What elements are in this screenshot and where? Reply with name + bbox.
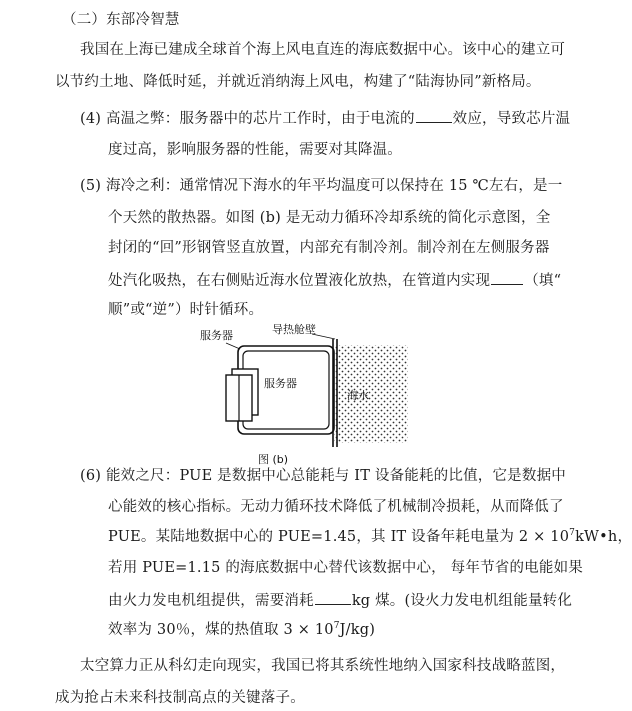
question-6-line-2: 心能效的核心指标。无动力循环技术降低了机械制冷损耗，从而降低了 xyxy=(108,499,564,515)
outro-line-2: 成为抢占未来科技制高点的关键落子。 xyxy=(55,690,305,706)
question-5-line-5: 顺”或“逆”）时针循环。 xyxy=(108,302,264,318)
question-6-line-6 xyxy=(108,620,375,640)
q6-answer-blank[interactable] xyxy=(315,590,351,605)
cooling-system-diagram xyxy=(200,325,440,465)
q6-line6-exponent: 7 xyxy=(333,621,340,632)
q4-text-a: (4) 高温之弊：服务器中的芯片工作时，由于电流的 xyxy=(80,111,415,127)
q6-line5-b: kg 煤。(设火力发电机组能量转化 xyxy=(351,593,573,609)
question-6-line-3 xyxy=(108,527,632,547)
q4-text-b: 效应，导致芯片温 xyxy=(452,111,571,127)
label-thermal-wall: 导热舱壁 xyxy=(272,323,316,336)
server-top-leader xyxy=(226,343,240,349)
q5-text-a: 处汽化吸热，在右侧贴近海水位置液化放热，在管道内实现 xyxy=(108,273,491,289)
q6-line3-b: kW•h， xyxy=(575,529,632,545)
q6-line6-b: J/kg) xyxy=(339,622,376,638)
question-6-line-4: 若用 PUE=1.15 的海底数据中心替代该数据中心， 每年节省的电能如果 xyxy=(108,560,583,576)
question-5-line-1: (5) 海冷之利：通常情况下海水的年平均温度可以保持在 15 ℃左右，是一 xyxy=(80,178,563,194)
q6-line3-a: PUE。某陆地数据中心的 PUE=1.45，其 IT 设备年耗电量为 2 × 10 xyxy=(108,529,570,545)
intro-line-2: 以节约土地、降低时延，并就近消纳海上风电，构建了“陆海协同”新格局。 xyxy=(55,74,541,90)
intro-line-1: 我国在上海已建成全球首个海上风电直连的海底数据中心。该中心的建立可 xyxy=(80,42,566,58)
label-server-top: 服务器 xyxy=(200,329,233,342)
question-5-line-3: 封闭的“回”形钢管竖直放置，内部充有制冷剂。制冷剂在左侧服务器 xyxy=(108,240,550,256)
question-4-line-1 xyxy=(80,108,570,129)
section-title: （二）东部冷智慧 xyxy=(62,12,180,28)
question-5-line-4 xyxy=(108,270,561,291)
q6-line6-a: 效率为 30％，煤的热值取 3 × 10 xyxy=(108,622,334,638)
q5-answer-blank[interactable] xyxy=(491,270,523,285)
figure-caption: 图 (b) xyxy=(258,453,289,466)
question-5-line-2: 个天然的散热器。如图 (b) 是无动力循环冷却系统的简化示意图，全 xyxy=(108,210,551,226)
q4-answer-blank[interactable] xyxy=(416,108,452,123)
q6-line3-exponent: 7 xyxy=(569,528,576,539)
q5-text-b: （填“ xyxy=(524,273,562,289)
question-4-line-2: 度过高，影响服务器的性能，需要对其降温。 xyxy=(108,142,402,158)
sea-water-area xyxy=(334,345,408,443)
question-6-line-1: (6) 能效之尺：PUE 是数据中心总能耗与 IT 设备能耗的比值，它是数据中 xyxy=(80,468,566,484)
label-sea-water: 海水 xyxy=(347,389,369,402)
outro-line-1: 太空算力正从科幻走向现实，我国已将其系统性地纳入国家科技战略蓝图， xyxy=(80,658,566,674)
question-6-line-5 xyxy=(108,590,572,611)
q6-line5-a: 由火力发电机组提供，需要消耗 xyxy=(108,593,314,609)
label-server-mid: 服务器 xyxy=(264,377,297,390)
